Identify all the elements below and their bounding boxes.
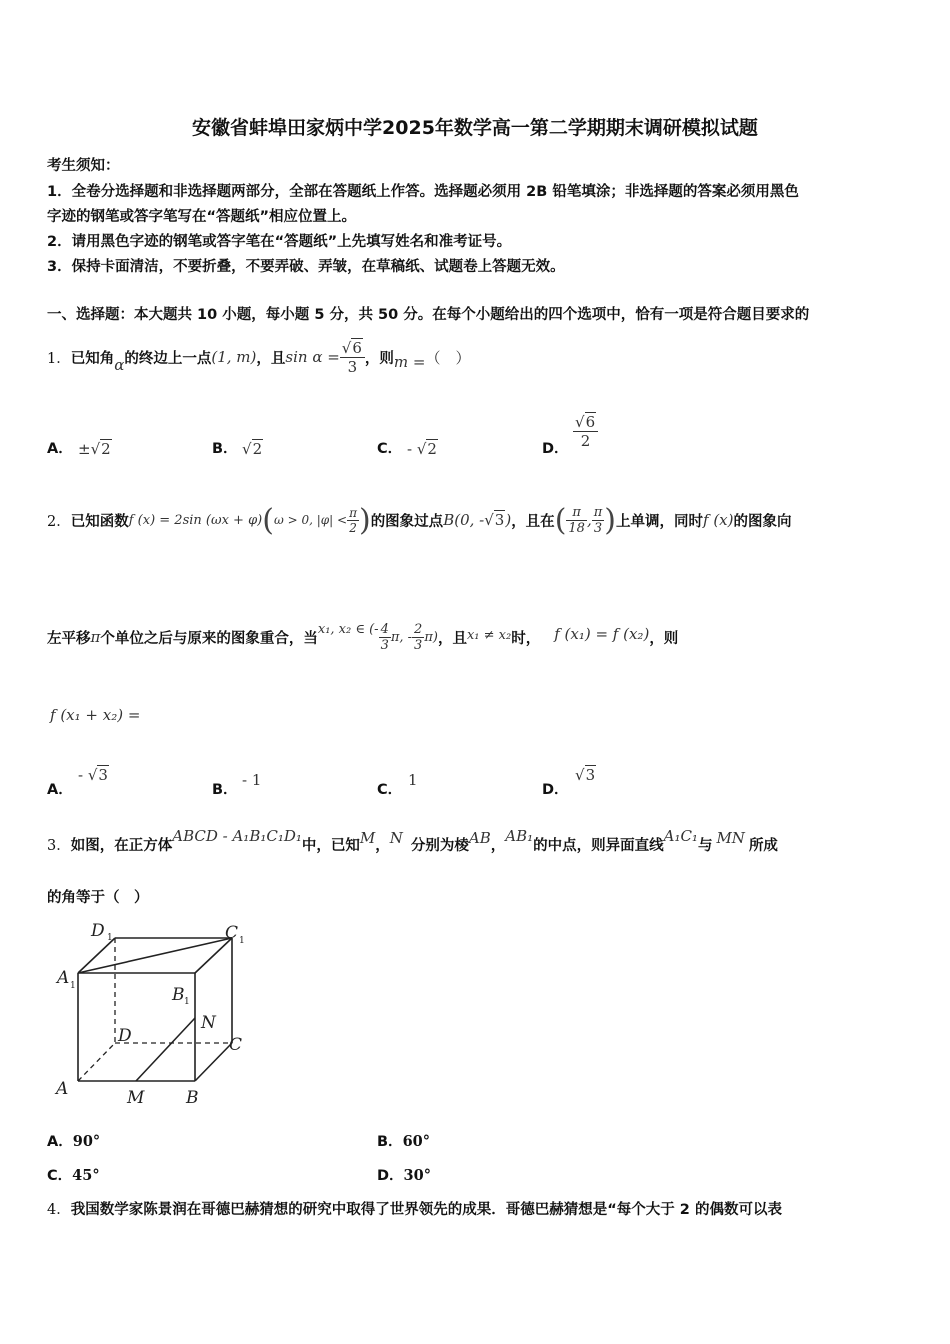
q3-text: 的中点，则异面直线 — [533, 837, 664, 854]
q2-neq: x₁ ≠ x₂ — [466, 627, 512, 643]
q3-ab: AB — [468, 829, 491, 847]
q3-cube: ABCD - A₁B₁C₁D₁ — [172, 827, 302, 845]
notice-item-2: 2．请用黑色字迹的钢笔或答字笔在“答题纸”上先填写姓名和准考证号。 — [47, 234, 512, 250]
q2-text: 已知函数 — [70, 513, 129, 530]
q2-option-c: 1 — [408, 771, 418, 789]
q2-comma: , — [586, 511, 592, 529]
q3-comma: ， — [375, 837, 390, 854]
q2-num4: 4 — [380, 621, 389, 637]
q2-option-c-label: C． — [377, 782, 403, 798]
q2-int-num2: π — [593, 504, 603, 520]
q1-option-c-minus: - — [407, 440, 413, 458]
q3-option-d-label: D． — [377, 1168, 404, 1184]
q2-option-a-minus: - — [78, 766, 84, 784]
q1-fraction: $\frac{√6}{3}$ — [340, 339, 365, 376]
q1-sin: sin α = — [285, 348, 340, 366]
q2-num2: 2 — [414, 621, 423, 637]
q2-option-d-rad: 3 — [585, 766, 596, 784]
q1-text: ，且 — [256, 350, 286, 367]
q3-text: 中，已知 — [301, 837, 360, 854]
q2-text: ，且 — [437, 630, 467, 647]
q1-option-b: √2 — [242, 440, 263, 458]
q1-option-a: ±√2 — [78, 440, 111, 458]
label-sub: 1 — [239, 936, 245, 946]
label-a1: A — [57, 968, 70, 988]
q2-int-den2: 3 — [593, 520, 603, 536]
label-m: M — [127, 1088, 145, 1108]
q2-point-close: ) — [505, 511, 512, 529]
q1-option-d-label: D． — [542, 441, 569, 457]
q1-text: 已知角 — [70, 350, 115, 367]
q3-text: 与 — [697, 837, 713, 854]
q4-number: 4． — [47, 1202, 71, 1218]
label-sub: 1 — [70, 981, 76, 991]
q1-option-d-rad: 6 — [585, 413, 596, 431]
q3-option-a — [47, 1130, 100, 1151]
label-c: C — [229, 1035, 243, 1055]
q3-mn: MN — [716, 829, 745, 847]
q3-option-d — [377, 1164, 431, 1185]
q1-point: (1, m) — [211, 348, 257, 366]
label-d: D — [118, 1026, 132, 1046]
q1-option-d-den: 2 — [580, 432, 591, 450]
q1-option-a-pm: ± — [78, 440, 91, 458]
q2-text: 个单位之后与原来的图象重合，当 — [100, 630, 318, 647]
q2-den3b: 3 — [414, 637, 423, 653]
notice-item-1: 1．全卷分选择题和非选择题两部分，全部在答题纸上作答。选择题必须用 2B 铅笔填涂；非选择题的答案必须用黑色 — [47, 184, 799, 200]
q3-m: M — [359, 829, 376, 847]
q3-text: 分别为棱 — [410, 837, 469, 854]
q2-option-b-label: B． — [212, 782, 238, 798]
q1-number: 1． — [47, 350, 71, 367]
q2-option-a-label: A． — [47, 782, 73, 798]
q3-option-a-value: 90° — [72, 1133, 101, 1150]
label-b1: B — [172, 985, 185, 1005]
q2-option-a: - √3 — [78, 766, 108, 784]
label-n: N — [201, 1013, 216, 1033]
notice-item-3: 3．保持卡面清洁，不要折叠，不要弄破、弄皱，在草稿纸、试题卷上答题无效。 — [47, 259, 565, 275]
question-1 — [47, 335, 470, 379]
label-c1: C — [225, 923, 239, 943]
q3-n: N — [389, 829, 403, 847]
q1-option-d: $\frac{√6}{2}$ — [573, 413, 598, 450]
q1-m: m = — [393, 353, 426, 371]
label-sub: 1 — [184, 997, 190, 1007]
q2-expression: f (x₁ + x₂) = — [50, 706, 141, 724]
q1-option-a-label: A． — [47, 441, 73, 457]
q3-text: 如图，在正方体 — [70, 837, 173, 854]
q2-domain: x₁, x₂ ∈ (- — [317, 621, 379, 637]
label-d1: D — [91, 921, 105, 941]
q3-text: 所成 — [748, 837, 778, 854]
q2-text: ，且在 — [511, 513, 555, 530]
label-sub: 1 — [107, 933, 113, 943]
q3-option-b-label: B． — [377, 1134, 403, 1150]
q2-text: 的图象过点 — [370, 513, 444, 530]
q2-pi: π — [349, 505, 357, 520]
page-title: 安徽省蚌埠田家炳中学2025年数学高一第二学期期末调研模拟试题 — [192, 117, 758, 139]
q2-text: ，则 — [649, 630, 679, 647]
q4-text: 我国数学家陈景润在哥德巴赫猜想的研究中取得了世界领先的成果．哥德巴赫猜想是“每个大于 2 的偶数可以表 — [70, 1202, 782, 1218]
q2-feq: f (x₁) = f (x₂) — [554, 625, 650, 643]
q2-option-d-label: D． — [542, 782, 569, 798]
q3-option-c-value: 45° — [72, 1167, 100, 1184]
q1-text: 的终边上一点 — [124, 350, 212, 367]
question-3 — [47, 826, 778, 862]
q2-text: 的图象向 — [733, 513, 792, 530]
q2-point-b: B(0, - — [443, 511, 485, 529]
q1-option-c-label: C． — [377, 441, 403, 457]
q3-number: 3． — [47, 837, 71, 854]
q3-option-d-value: 30° — [403, 1167, 431, 1184]
q2-pi-mid: π, - — [390, 629, 413, 645]
question-2: 2． 已知函数 f (x) = 2sin (ωx + φ) ( ω > 0, |φ| < $\frac{\pi}{2}$ ) 的图象过点 B(0, - √3 ) ，且在 ( $\frac{\pi}{18}$ , $\frac{\pi}{3}$ ) 上单调，同时 f (x) 的图象向 — [47, 502, 792, 538]
q2-int-den1: 18 — [568, 520, 585, 536]
q3-a1c1: A₁C₁ — [663, 827, 698, 845]
q1-option-c: - √2 — [407, 440, 437, 458]
q2-sqrt-3: 3 — [494, 511, 505, 529]
q2-option-a-rad: 3 — [98, 766, 108, 784]
q2-pi-end: π) — [424, 629, 438, 645]
q1-option-c-rad: 2 — [427, 440, 437, 458]
q2-number: 2． — [47, 513, 71, 530]
q2-pi: π — [90, 628, 101, 646]
q2-two: 2 — [349, 520, 357, 535]
q1-answer-blank: （ ） — [425, 348, 471, 367]
q2-int-num1: π — [566, 505, 587, 521]
cube-figure — [50, 915, 260, 1115]
q2-text: 时， — [511, 630, 541, 647]
q1-option-a-rad: 2 — [101, 440, 111, 458]
label-b: B — [186, 1088, 199, 1108]
q1-sqrt-6: 6 — [352, 338, 362, 357]
q1-den: 3 — [347, 357, 358, 376]
q3-option-c — [47, 1164, 100, 1185]
q3-text-line-2: 的角等于（ ） — [47, 890, 149, 906]
q3-comma: ， — [490, 837, 506, 854]
q2-den3: 3 — [380, 637, 389, 653]
q1-option-b-rad: 2 — [252, 440, 263, 458]
q2-text: 上单调，同时 — [616, 513, 703, 530]
q3-option-b-value: 60° — [402, 1133, 430, 1150]
q2-text: 左平移 — [47, 630, 91, 647]
q1-option-b-label: B． — [212, 441, 238, 457]
q2-condition: ω > 0, |φ| < — [273, 513, 348, 527]
q3-option-b — [377, 1130, 430, 1151]
q2-function: f (x) = 2sin (ωx + φ) — [128, 512, 263, 528]
label-a: A — [56, 1079, 69, 1099]
q1-alpha: α — [114, 356, 125, 374]
q2-option-d: √3 — [575, 766, 596, 784]
q2-fx: f (x) — [703, 511, 734, 529]
q3-ab1: AB₁ — [505, 827, 534, 845]
q1-text: ，则 — [364, 350, 394, 367]
q2-option-b: - 1 — [242, 771, 262, 789]
q3-option-a-label: A． — [47, 1134, 73, 1150]
question-2-line-2 — [47, 612, 678, 662]
section-heading: 一、选择题：本大题共 10 小题，每小题 5 分，共 50 分。在每个小题给出的四个选项中，恰有一项是符合题目要求的 — [47, 307, 810, 323]
q3-option-c-label: C． — [47, 1168, 73, 1184]
notice-heading: 考生须知： — [47, 158, 120, 174]
question-4 — [47, 1198, 782, 1219]
notice-item-1-cont: 字迹的钢笔或答字笔写在“答题纸”相应位置上。 — [47, 209, 357, 225]
